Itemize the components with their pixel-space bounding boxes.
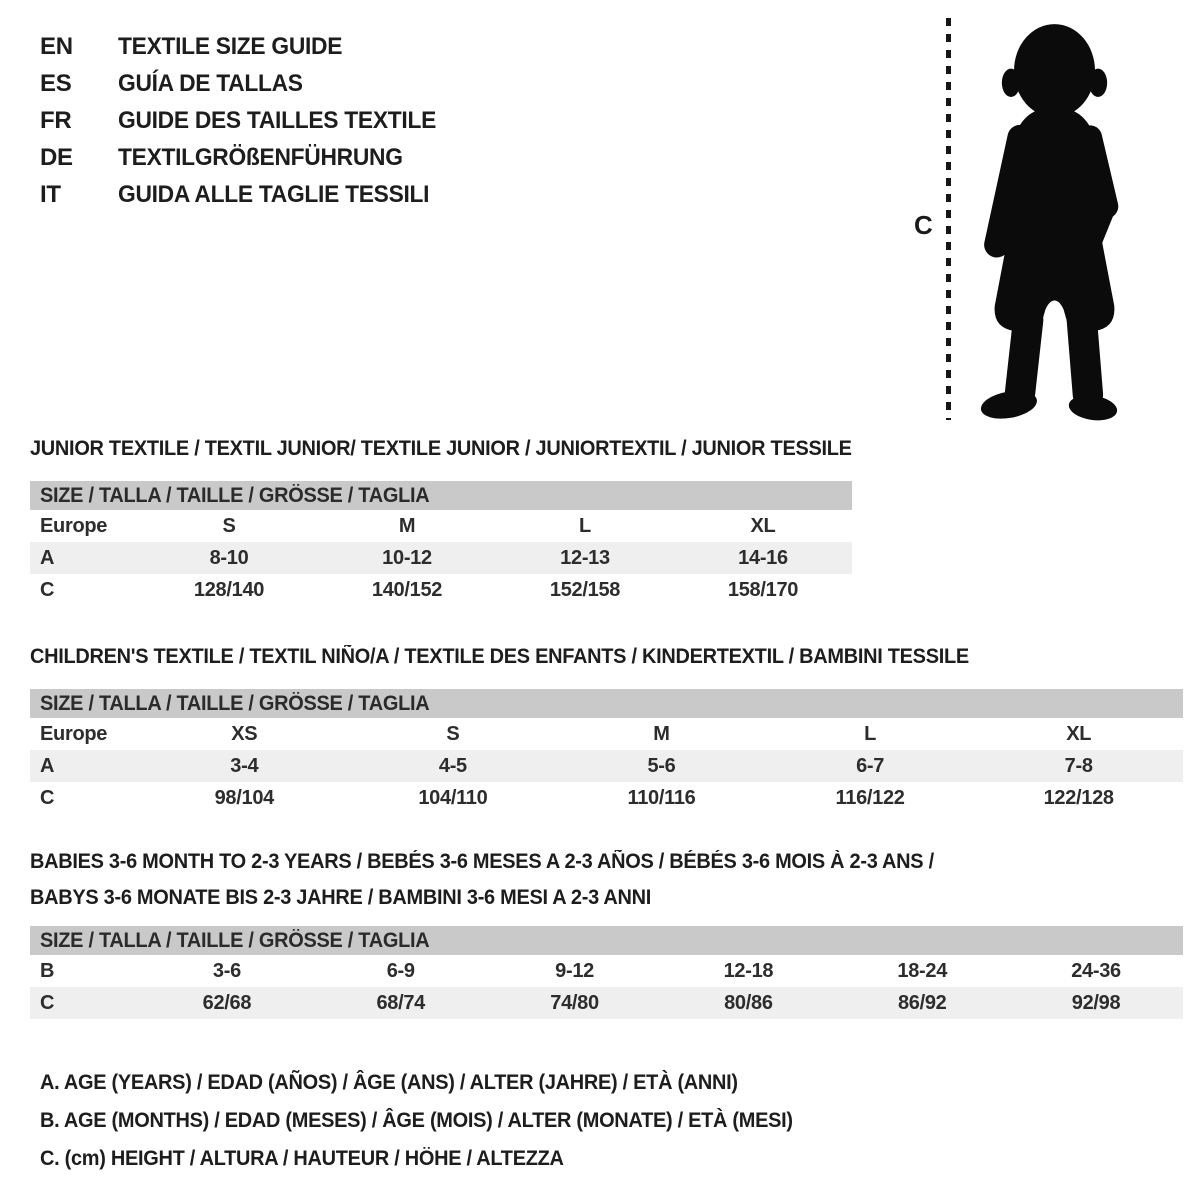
table-cell: 24-36 bbox=[1071, 959, 1121, 982]
size-header-label: SIZE / TALLA / TAILLE / GRÖSSE / TAGLIA bbox=[40, 928, 430, 952]
size-header-band bbox=[30, 926, 1183, 955]
junior-size-table bbox=[30, 510, 852, 606]
table-row bbox=[30, 987, 1183, 1019]
table-cell: L bbox=[579, 514, 591, 537]
table-cell: 6-7 bbox=[856, 754, 885, 777]
size-header-band bbox=[30, 481, 852, 510]
children-size-table bbox=[30, 718, 1183, 814]
table-cell: 8-10 bbox=[209, 546, 249, 569]
table-cell: XL bbox=[1066, 722, 1092, 745]
table-cell: S bbox=[222, 514, 236, 537]
height-measure-label: C bbox=[914, 210, 933, 240]
children-section-title: CHILDREN'S TEXTILE / TEXTIL NIÑO/A / TEXTILE DES ENFANTS / KINDERTEXTIL / BAMBINI TESSILE bbox=[30, 645, 969, 668]
row-label: C bbox=[40, 786, 55, 809]
table-cell: 3-6 bbox=[212, 959, 241, 982]
table-cell: 7-8 bbox=[1064, 754, 1093, 777]
table-cell: 10-12 bbox=[382, 546, 432, 569]
language-row-it bbox=[40, 176, 453, 213]
size-header-label: SIZE / TALLA / TAILLE / GRÖSSE / TAGLIA bbox=[40, 483, 430, 507]
language-row-de bbox=[40, 139, 453, 176]
language-code: ES bbox=[40, 69, 72, 97]
language-row-fr bbox=[40, 102, 453, 139]
row-label: Europe bbox=[40, 514, 108, 537]
table-cell: XL bbox=[750, 514, 776, 537]
table-cell: 3-4 bbox=[230, 754, 259, 777]
junior-section-title: JUNIOR TEXTILE / TEXTIL JUNIOR/ TEXTILE JUNIOR / JUNIORTEXTIL / JUNIOR TESSILE bbox=[30, 437, 852, 460]
table-cell: 152/158 bbox=[549, 578, 621, 601]
table-cell: S bbox=[446, 722, 460, 745]
table-cell: 86/92 bbox=[897, 991, 947, 1014]
babies-textile-section bbox=[30, 844, 1183, 1019]
guide-title-en: TEXTILE SIZE GUIDE bbox=[118, 32, 343, 60]
row-label: B bbox=[40, 959, 55, 982]
language-code: IT bbox=[40, 180, 61, 208]
babies-section-title-line2: BABYS 3-6 MONATE BIS 2-3 JAHRE / BAMBINI 3-6 MESI A 2-3 ANNI bbox=[30, 886, 652, 909]
babies-size-table bbox=[30, 955, 1183, 1019]
table-cell: 98/104 bbox=[214, 786, 274, 809]
table-row bbox=[30, 750, 1183, 782]
language-row-en bbox=[40, 28, 453, 65]
table-cell: 18-24 bbox=[897, 959, 948, 982]
table-cell: 140/152 bbox=[371, 578, 443, 601]
children-textile-section bbox=[30, 639, 1183, 814]
table-cell: XS bbox=[231, 722, 258, 745]
table-cell: 116/122 bbox=[835, 786, 905, 809]
table-cell: 9-12 bbox=[555, 959, 594, 982]
table-cell: 104/110 bbox=[418, 786, 488, 809]
table-cell: 5-6 bbox=[647, 754, 676, 777]
guide-title-fr: GUIDE DES TAILLES TEXTILE bbox=[118, 106, 437, 134]
babies-section-title-line1: BABIES 3-6 MONTH TO 2-3 YEARS / BEBÉS 3-6 MESES A 2-3 AÑOS / BÉBÉS 3-6 MOIS À 2-3 ANS / bbox=[30, 850, 934, 873]
table-cell: 158/170 bbox=[727, 578, 799, 601]
row-label: A bbox=[40, 754, 55, 777]
row-label: C bbox=[40, 991, 55, 1014]
table-cell: 62/68 bbox=[202, 991, 252, 1014]
row-label: A bbox=[40, 546, 55, 569]
legend-age-years: A. AGE (YEARS) / EDAD (AÑOS) / ÂGE (ANS) / ALTER (JAHRE) / ETÀ (ANNI) bbox=[40, 1071, 738, 1094]
language-code: DE bbox=[40, 143, 73, 171]
guide-title-de: TEXTILGRÖßENFÜHRUNG bbox=[118, 143, 403, 171]
table-cell: 6-9 bbox=[386, 959, 415, 982]
language-code: EN bbox=[40, 32, 73, 60]
table-row bbox=[30, 542, 852, 574]
table-cell: L bbox=[864, 722, 877, 745]
language-title-list bbox=[40, 28, 453, 213]
table-cell: 12-18 bbox=[723, 959, 774, 982]
table-cell: 92/98 bbox=[1071, 991, 1121, 1014]
junior-textile-section bbox=[30, 431, 852, 606]
toddler-silhouette-icon bbox=[962, 16, 1147, 421]
legend-height-cm: C. (cm) HEIGHT / ALTURA / HAUTEUR / HÖHE / ALTEZZA bbox=[40, 1147, 564, 1170]
row-label: Europe bbox=[40, 722, 108, 745]
table-cell: 110/116 bbox=[627, 786, 696, 809]
table-cell: 122/128 bbox=[1043, 786, 1114, 809]
table-cell: M bbox=[653, 722, 670, 745]
table-cell: 74/80 bbox=[550, 991, 599, 1014]
table-cell: 4-5 bbox=[438, 754, 467, 777]
guide-title-es: GUÍA DE TALLAS bbox=[118, 69, 303, 97]
table-cell: 14-16 bbox=[738, 546, 788, 569]
measure-legend bbox=[40, 1064, 832, 1178]
language-code: FR bbox=[40, 106, 72, 134]
table-cell: M bbox=[398, 514, 416, 537]
table-row bbox=[30, 955, 1183, 987]
table-row bbox=[30, 718, 1183, 750]
size-header-label: SIZE / TALLA / TAILLE / GRÖSSE / TAGLIA bbox=[40, 691, 430, 715]
table-cell: 68/74 bbox=[376, 991, 426, 1014]
table-cell: 128/140 bbox=[193, 578, 265, 601]
language-row-es bbox=[40, 65, 453, 102]
table-cell: 12-13 bbox=[560, 546, 610, 569]
size-header-band bbox=[30, 689, 1183, 718]
legend-age-months: B. AGE (MONTHS) / EDAD (MESES) / ÂGE (MOIS) / ALTER (MONATE) / ETÀ (MESI) bbox=[40, 1109, 793, 1132]
table-row bbox=[30, 574, 852, 606]
guide-title-it: GUIDA ALLE TAGLIE TESSILI bbox=[118, 180, 430, 208]
table-cell: 80/86 bbox=[724, 991, 773, 1014]
row-label: C bbox=[40, 578, 55, 601]
table-row bbox=[30, 782, 1183, 814]
height-measure-figure bbox=[880, 10, 1170, 425]
height-dashed-line bbox=[946, 18, 951, 420]
table-row bbox=[30, 510, 852, 542]
